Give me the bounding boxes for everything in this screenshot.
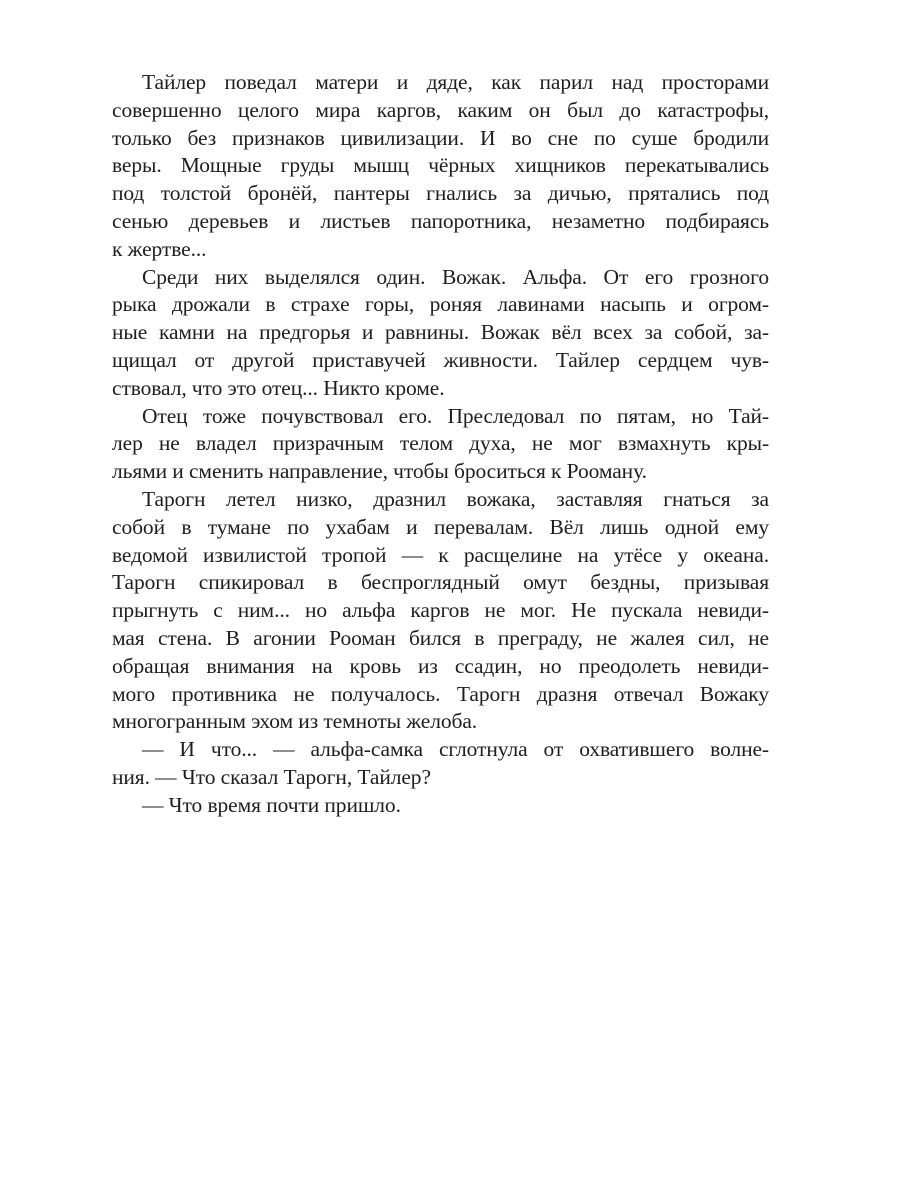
text-line: ведомой извилистой тропой — к расщелине на утёсе у океана.: [112, 542, 769, 567]
text-line: Тайлер поведал матери и дяде, как парил над просторами: [142, 70, 769, 94]
paragraph: [112, 736, 769, 792]
paragraph: [112, 403, 769, 486]
text-line: ния. — Что сказал Тарогн, Тайлер?: [112, 764, 431, 789]
text-line: веры. Мощные груды мышц чёрных хищников перекатывались: [112, 153, 769, 178]
text-line: собой в тумане по ухабам и перевалам. Вёл лишь одной ему: [112, 514, 769, 539]
text-line: ствовал, что это отец... Никто кроме.: [112, 375, 445, 400]
text-line: прыгнуть с ним... но альфа каргов не мог. Не пускала невиди-: [112, 598, 769, 623]
paragraph: [112, 792, 769, 820]
text-line: — И что... — альфа-самка сглотнула от охватившего волне-: [142, 737, 769, 762]
text-line: лер не владел призрачным телом духа, не мог взмахнуть кры-: [112, 431, 769, 456]
text-line: совершенно целого мира каргов, каким он был до катастрофы,: [112, 97, 769, 122]
text-line: льями и сменить направление, чтобы броситься к Рооману.: [112, 459, 647, 484]
text-line: под толстой бронёй, пантеры гнались за дичью, прятались под: [112, 181, 769, 206]
text-line: Отец тоже почувствовал его. Преследовал по пятам, но Тай-: [142, 403, 769, 428]
text-line: — Что время почти пришло.: [142, 792, 401, 817]
paragraph: [112, 486, 769, 736]
text-line: Тарогн летел низко, дразнил вожака, заставляя гнаться за: [142, 486, 769, 511]
text-line: мого противника не получалось. Тарогн дразня отвечал Вожаку: [112, 681, 769, 706]
text-line: сенью деревьев и листьев папоротника, незаметно подбираясь: [112, 208, 769, 233]
text-line: Среди них выделялся один. Вожак. Альфа. От его грозного: [142, 264, 769, 289]
text-line: щищал от другой приставучей живности. Тайлер сердцем чув-: [112, 347, 769, 372]
text-line: Тарогн спикировал в беспроглядный омут бездны, призывая: [112, 570, 769, 595]
paragraph: [112, 69, 769, 264]
text-line: рыка дрожали в страхе горы, роняя лавинами насыпь и огром-: [112, 292, 769, 317]
text-block: [112, 69, 769, 820]
text-line: только без признаков цивилизации. И во сне по суше бродили: [112, 125, 769, 150]
text-line: ные камни на предгорья и равнины. Вожак вёл всех за собой, за-: [112, 320, 769, 345]
text-line: многогранным эхом из темноты желоба.: [112, 709, 478, 734]
text-line: мая стена. В агонии Рооман бился в преграду, не жалея сил, не: [112, 625, 769, 650]
text-line: обращая внимания на кровь из ссадин, но преодолеть невиди-: [112, 653, 769, 678]
text-line: к жертве...: [112, 236, 207, 261]
paragraph: [112, 264, 769, 403]
